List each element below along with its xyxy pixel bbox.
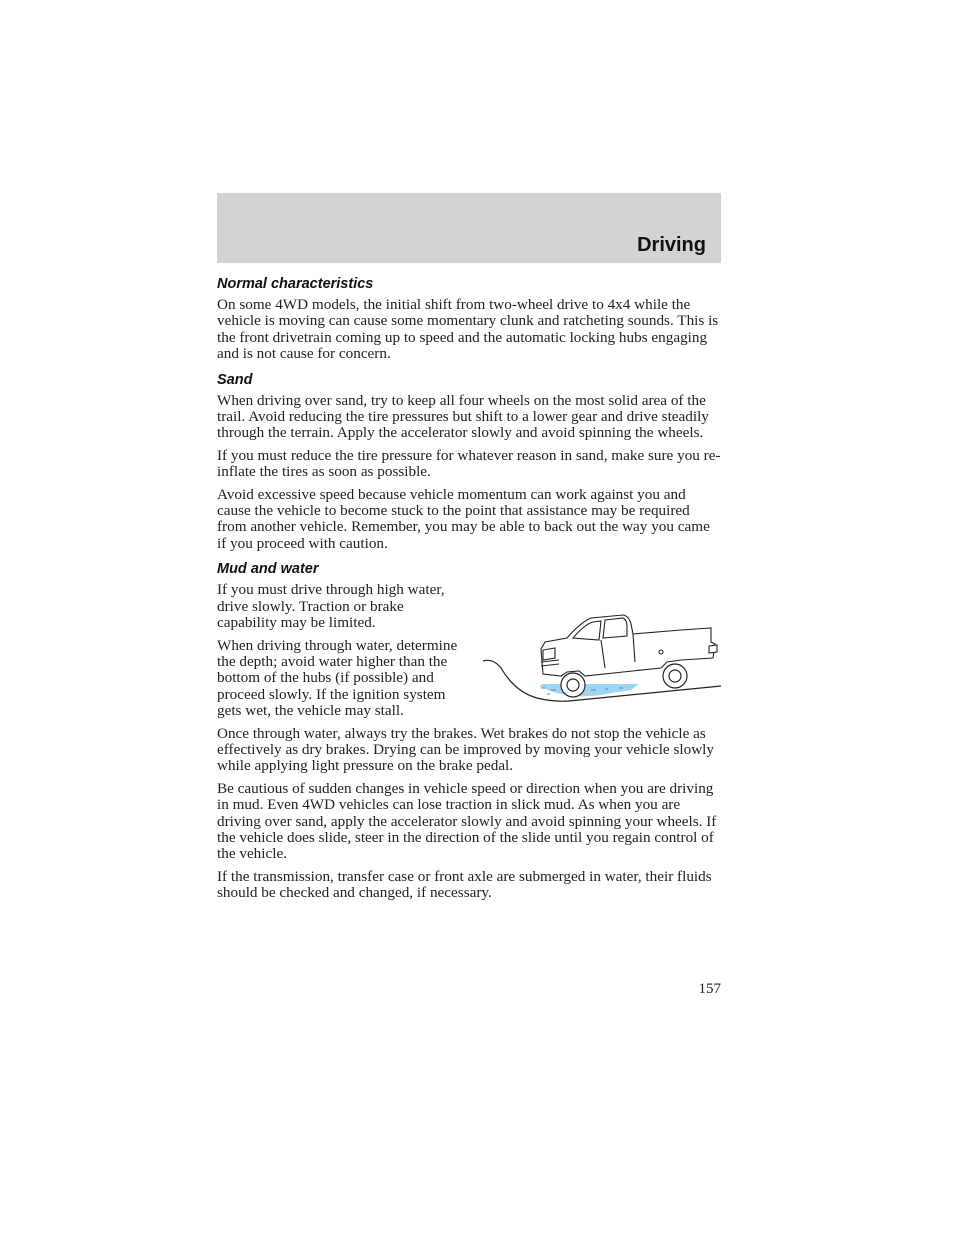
mud-water-intro xyxy=(217,582,721,719)
paragraph: When driving through water, determine the depth; avoid water higher than the bottom of the hubs (if possible) and proceed slowly. If the ignition system gets wet, the vehicle may stall. xyxy=(217,636,458,720)
paragraph: On some 4WD models, the initial shift from two-wheel drive to 4x4 while the vehicle is moving can cause some momentary clunk and ratcheting sounds. This is the front drivetrain coming up to speed and the automatic locking hubs engaging and is not cause for concern. xyxy=(217,296,719,363)
pickup-truck-icon xyxy=(481,602,723,704)
heading-normal-characteristics: Normal characteristics xyxy=(217,276,374,292)
paragraph: If you must reduce the tire pressure for whatever reason in sand, make sure you re-inflate the tires as soon as possible. xyxy=(217,446,721,481)
heading-sand: Sand xyxy=(217,371,253,388)
paragraph: If the transmission, transfer case or front axle are submerged in water, their fluids should be checked and changed, if necessary. xyxy=(217,867,712,902)
paragraph: If you must drive through high water, drive slowly. Traction or brake capability may be limited. xyxy=(217,581,445,632)
heading-mud-and-water: Mud and water xyxy=(217,561,319,578)
paragraph: Be cautious of sudden changes in vehicle speed or direction when you are driving in mud. Even 4WD vehicles can lose traction in slick mud. As when you are driving over sand, apply the accelerator slowly and avoid spinning your wheels. If the vehicle does slide, steer in the direction of the slide until you regain control of the vehicle. xyxy=(217,779,717,863)
page-number: 157 xyxy=(698,981,721,997)
paragraph: When driving over sand, try to keep all four wheels on the most solid area of the trail. Avoid reducing the tire pressures but shift to a lower gear and drive steadily through the terrain. Apply the accelerator slowly and avoid spinning the wheels. xyxy=(217,391,709,442)
truck-in-water-illustration xyxy=(481,602,723,704)
paragraph: Avoid excessive speed because vehicle momentum can work against you and cause the vehicle to become stuck to the point that assistance may be required from another vehicle. Remember, you may be able to back out the way you came if you proceed with caution. xyxy=(217,485,710,552)
section-header-band xyxy=(217,193,721,263)
page-content xyxy=(217,276,721,908)
section-title: Driving xyxy=(637,234,706,256)
paragraph: Once through water, always try the brakes. Wet brakes do not stop the vehicle as effectively as dry brakes. Drying can be improved by moving your vehicle slowly while applying light pressure on the brake pedal. xyxy=(217,724,714,775)
